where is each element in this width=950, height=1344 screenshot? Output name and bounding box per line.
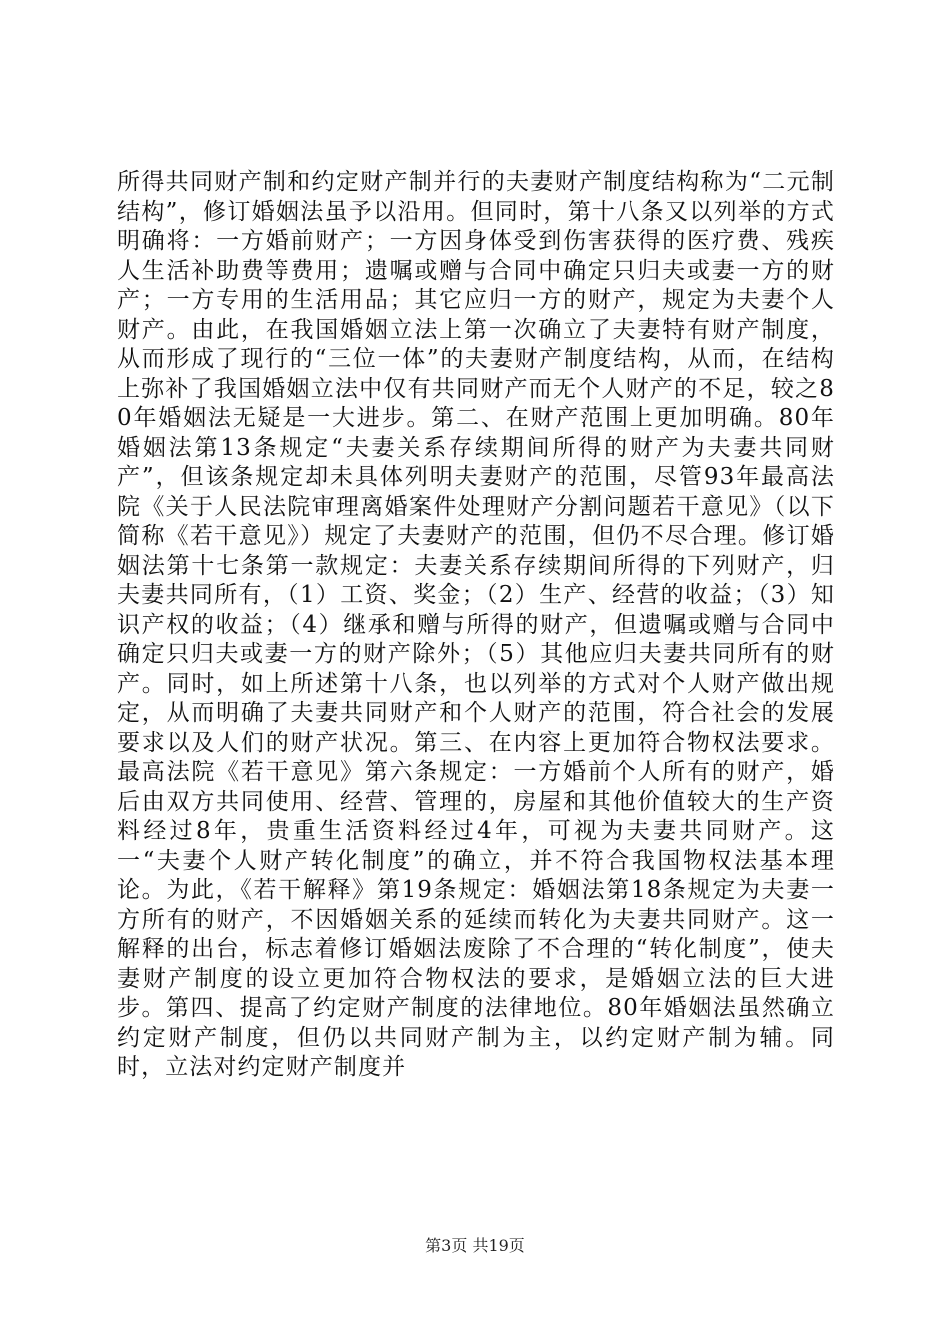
page-number-footer: 第3页 共19页 [425, 1236, 525, 1255]
body-paragraph: 所得共同财产制和约定财产制并行的夫妻财产制度结构称为“二元制结构”，修订婚姻法虽予以沿用。但同时，第十八条又以列举的方式明确将：一方婚前财产；一方因身体受到伤害获得的医疗费、残疾人生活补助费等费用；遗嘱或赠与合同中确定只归夫或妻一方的财产；一方专用的生活用品；其它应归一方的财产，规定为夫妻个人财产。由此，在我国婚姻立法上第一次确立了夫妻特有财产制度，从而形成了现行的“三位一体”的夫妻财产制度结构，从而，在结构上弥补了我国婚姻立法中仅有共同财产而无个人财产的不足，较之80年婚姻法无疑是一大进步。第二、在财产范围上更加明确。80年婚姻法第13条规定“夫妻关系存续期间所得的财产为夫妻共同财产”，但该条规定却未具体列明夫妻财产的范围，尽管93年最高法院《关于人民法院审理离婚案件处理财产分割问题若干意见》（以下简称《若干意见》）规定了夫妻财产的范围，但仍不尽合理。修订婚姻法第十七条第一款规定：夫妻关系存续期间所得的下列财产，归夫妻共同所有，（1）工资、奖金；（2）生产、经营的收益；（3）知识产权的收益；（4）继承和赠与所得的财产，但遗嘱或赠与合同中确定只归夫或妻一方的财产除外；（5）其他应归夫妻共同所有的财产。同时，如上所述第十八条，也以列举的方式对个人财产做出规定，从而明确了夫妻共同财产和个人财产的范围，符合社会的发展要求以及人们的财产状况。第三、在内容上更加符合物权法要求。最高法院《若干意见》第六条规定：一方婚前个人所有的财产，婚后由双方共同使用、经营、管理的，房屋和其他价值较大的生产资料经过8年，贵重生活资料经过4年，可视为夫妻共同财产。这一“夫妻个人财产转化制度”的确立，并不符合我国物权法基本理论。为此，《若干解释》第19条规定：婚姻法第18条规定为夫妻一方所有的财产，不因婚姻关系的延续而转化为夫妻共同财产。这一解释的出台，标志着修订婚姻法废除了不合理的“转化制度”，使夫妻财产制度的设立更加符合物权法的要求，是婚姻立法的巨大进步。第四、提高了约定财产制度的法律地位。80年婚姻法虽然确立约定财产制度，但仍以共同财产制为主，以约定财产制为辅。同时，立法对约定财产制度并 [117, 169, 835, 1080]
